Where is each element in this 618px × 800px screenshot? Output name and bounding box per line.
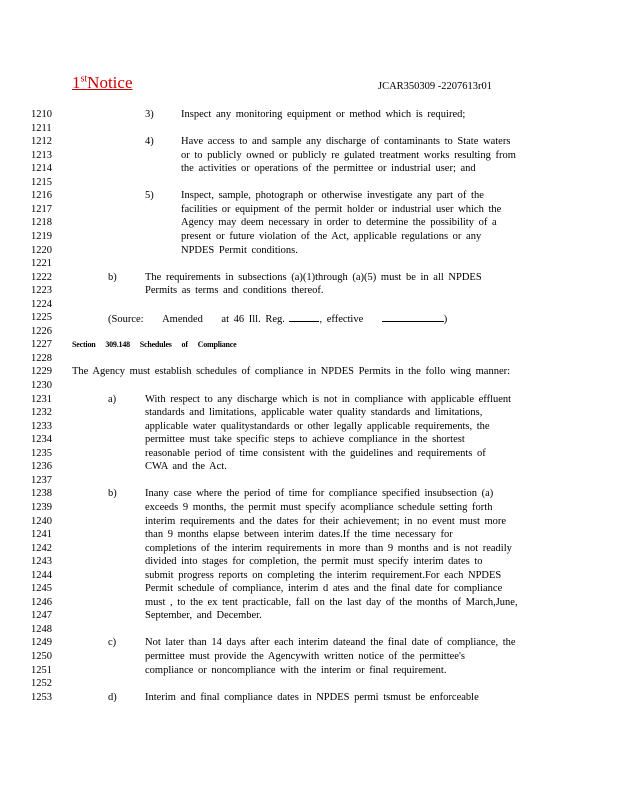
line-text: The Agency must establish schedules of compliance in NPDES Permits in the follo wing manner:	[72, 366, 511, 378]
document-line	[0, 176, 618, 190]
document-line	[0, 460, 618, 474]
item-marker: 4)	[145, 136, 154, 148]
line-number: 1233	[31, 420, 52, 432]
document-line	[0, 542, 618, 556]
section-title-2: of	[181, 340, 188, 350]
line-number: 1252	[31, 678, 52, 690]
document-line	[0, 149, 618, 163]
section-heading	[72, 338, 237, 352]
document-line	[0, 487, 618, 501]
line-text: Permits as terms and conditions thereof.	[145, 285, 324, 297]
line-text: Inspect, sample, photograph or otherwise investigate any part of the	[181, 190, 484, 202]
document-line	[0, 338, 618, 352]
line-number: 1213	[31, 149, 52, 161]
line-number: 1248	[31, 623, 52, 635]
document-line	[0, 352, 618, 366]
document-line	[0, 596, 618, 610]
line-number: 1218	[31, 217, 52, 229]
line-number: 1241	[31, 529, 52, 541]
line-text: Agency may deem necessary in order to determine the possibility of a	[181, 217, 497, 229]
line-text: exceeds 9 months, the permit must specify acompliance schedule setting forth	[145, 501, 493, 513]
document-line	[0, 162, 618, 176]
document-line	[0, 108, 618, 122]
document-line	[0, 528, 618, 542]
line-text: NPDES Permit conditions.	[181, 244, 298, 256]
line-text: permittee must provide the Agencywith written notice of the permittee's	[145, 651, 465, 662]
line-number: 1220	[31, 244, 52, 256]
item-marker: b)	[108, 488, 117, 500]
line-text: September, and December.	[145, 610, 262, 622]
line-number: 1242	[31, 542, 52, 554]
document-line	[0, 474, 618, 488]
document-line	[0, 379, 618, 393]
line-number: 1214	[31, 163, 52, 175]
document-line	[0, 216, 618, 230]
document-line	[0, 636, 618, 650]
line-text: completions of the interim requirements in more than 9 months and is not readily	[145, 542, 512, 554]
line-text: or to publicly owned or publicly re gulated treatment works resulting from	[181, 149, 516, 161]
line-text: standards and limitations, applicable water quality standards and limitations,	[145, 407, 483, 419]
notice-prefix: 1	[72, 73, 81, 92]
document-line	[0, 244, 618, 258]
source-action: Amended	[162, 314, 203, 326]
document-line	[0, 650, 618, 664]
register-blank	[289, 311, 319, 322]
document-line	[0, 135, 618, 149]
item-marker: 5)	[145, 190, 154, 202]
line-number: 1253	[31, 691, 52, 703]
line-number: 1247	[31, 610, 52, 622]
document-line	[0, 501, 618, 515]
document-line	[0, 189, 618, 203]
line-text: compliance or noncompliance with the interim or final requirement.	[145, 664, 447, 676]
line-number: 1246	[31, 596, 52, 608]
notice-superscript: st	[80, 73, 88, 85]
document-line	[0, 515, 618, 529]
line-number: 1226	[31, 325, 52, 337]
line-text: must , to the ex tent practicable, fall on the last day of the months of March,June,	[145, 596, 518, 608]
line-number: 1237	[31, 474, 52, 486]
document-line	[0, 257, 618, 271]
source-close: )	[443, 314, 448, 326]
line-number: 1224	[31, 298, 52, 310]
line-number: 1221	[31, 258, 52, 270]
line-text: Not later than 14 days after each interim dateand the final date of compliance, the	[145, 637, 516, 649]
line-number: 1235	[31, 447, 52, 459]
line-number: 1232	[31, 407, 52, 419]
line-text: the activities or operations of the permittee or industrial user; and	[181, 163, 476, 175]
document-line	[0, 325, 618, 339]
source-effective: , effective	[319, 314, 364, 326]
document-reference: JCAR350309 -2207613r01	[378, 81, 493, 92]
document-line	[0, 677, 618, 691]
line-text: present or future violation of the Act, applicable regulations or any	[181, 230, 482, 242]
line-number: 1212	[31, 136, 52, 148]
line-number: 1240	[31, 515, 52, 527]
line-number: 1222	[31, 271, 52, 283]
line-number: 1239	[31, 501, 52, 513]
section-title-1: Schedules	[139, 340, 172, 350]
source-register: at 46 Ill. Reg.	[221, 314, 285, 326]
document-line	[0, 609, 618, 623]
document-line	[0, 122, 618, 136]
document-line	[0, 406, 618, 420]
line-number: 1217	[31, 203, 52, 215]
line-number: 1225	[31, 312, 52, 324]
line-number: 1215	[31, 176, 52, 188]
document-line	[0, 230, 618, 244]
line-text: interim requirements and the dates for their achievement; in no event must more	[145, 515, 507, 527]
line-number: 1231	[31, 393, 52, 405]
document-line	[0, 691, 618, 705]
line-text: Have access to and sample any discharge of contaminants to State waters	[181, 136, 511, 148]
line-number: 1244	[31, 569, 52, 581]
line-number: 1211	[31, 122, 52, 134]
document-line	[0, 623, 618, 637]
section-word: Section	[72, 340, 96, 350]
line-number: 1250	[31, 651, 52, 662]
line-number: 1234	[31, 434, 52, 446]
line-number: 1238	[31, 488, 52, 500]
line-text: Inspect any monitoring equipment or method which is required;	[181, 109, 466, 120]
line-number: 1227	[31, 339, 52, 351]
line-text: reasonable period of time consistent with the guidelines and requirements of	[145, 447, 486, 459]
line-text: Permit schedule of compliance, interim d ates and the final date for compliance	[145, 583, 503, 595]
document-line	[0, 582, 618, 596]
document-line	[0, 555, 618, 569]
document-line	[0, 365, 618, 379]
line-number: 1228	[31, 352, 52, 364]
line-text: permittee must take specific steps to achieve compliance in the shortest	[145, 434, 465, 446]
line-number: 1219	[31, 230, 52, 242]
document-line	[0, 203, 618, 217]
item-marker: b)	[108, 271, 117, 283]
document-line	[0, 447, 618, 461]
line-number: 1243	[31, 556, 52, 568]
line-text: divided into stages for completion, the permit must specify interim dates to	[145, 556, 483, 568]
line-number: 1210	[31, 109, 52, 120]
item-marker: 3)	[145, 109, 154, 120]
line-number: 1249	[31, 637, 52, 649]
item-marker: a)	[108, 393, 117, 405]
line-number: 1251	[31, 664, 52, 676]
document-line	[0, 420, 618, 434]
line-number: 1245	[31, 583, 52, 595]
document-line	[0, 393, 618, 407]
document-line	[0, 298, 618, 312]
document-line	[0, 271, 618, 285]
line-text: applicable water qualitystandards or other legally applicable requirements, the	[145, 420, 490, 432]
section-title-3: Compliance	[197, 340, 237, 350]
document-line	[0, 284, 618, 298]
line-text: With respect to any discharge which is not in compliance with applicable effluent	[145, 393, 512, 405]
item-marker: d)	[108, 691, 117, 703]
line-number: 1229	[31, 366, 52, 378]
line-text: Inany case where the period of time for compliance specified insubsection (a)	[145, 488, 494, 500]
line-text: than 9 months elapse between interim dates.If the time necessary for	[145, 529, 453, 541]
line-text: submit progress reports on completing the interim requirement.For each NPDES	[145, 569, 502, 581]
line-number: 1223	[31, 285, 52, 297]
line-number: 1216	[31, 190, 52, 202]
document-line	[0, 311, 618, 325]
document-line	[0, 664, 618, 678]
line-number: 1236	[31, 461, 52, 473]
line-text: The requirements in subsections (a)(1)through (a)(5) must be in all NPDES	[145, 271, 482, 283]
line-text: Interim and final compliance dates in NPDES permi tsmust be enforceable	[145, 691, 479, 703]
line-text: facilities or equipment of the permit holder or industrial user which the	[181, 203, 502, 215]
document-line	[0, 433, 618, 447]
item-marker: c)	[108, 637, 117, 649]
line-number: 1230	[31, 380, 52, 391]
effective-blank	[382, 311, 444, 322]
notice-word: Notice	[87, 73, 133, 92]
document-line	[0, 569, 618, 583]
section-number: 309.148	[105, 340, 130, 350]
source-label: (Source:	[108, 314, 144, 326]
notice-heading	[72, 73, 153, 93]
line-text: CWA and the Act.	[145, 461, 227, 473]
